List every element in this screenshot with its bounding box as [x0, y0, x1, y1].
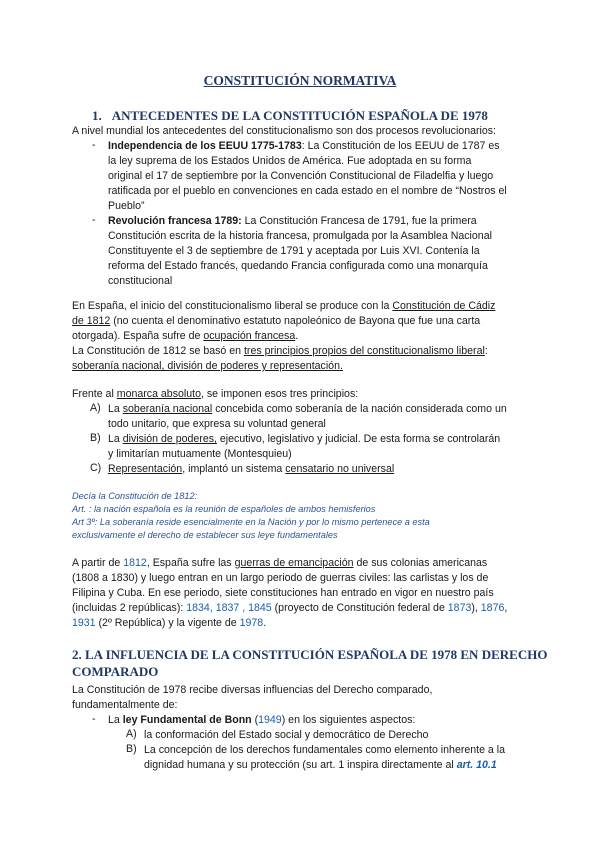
text-span: La — [108, 714, 123, 726]
text-span: dignidad humana y su protección (su art. 1 inspira directamente al — [144, 759, 457, 771]
section-1-heading — [92, 108, 488, 124]
year-link[interactable]: 1834 — [186, 602, 210, 614]
text-span: , — [209, 602, 216, 614]
underlined-term: soberanía nacional — [122, 403, 213, 415]
list-item-eeuu-line: ratificada por el pueblo en convenciones en cada estado en el nombre de “Nostros el — [108, 185, 507, 197]
text-span: A partir de — [72, 557, 124, 569]
list-item-bonn — [108, 713, 415, 728]
bullet-dash: - — [92, 214, 96, 226]
underlined-term: tres principios propios del constitucionalismo liberal — [243, 345, 485, 357]
list-marker: A) — [126, 728, 137, 740]
year-link[interactable]: 1812 — [123, 557, 147, 569]
underlined-term: ocupación francesa — [203, 330, 296, 342]
text-span: , se imponen esos tres principios: — [200, 388, 359, 400]
year-link[interactable]: 1873 — [447, 602, 472, 614]
text-span: ), — [471, 602, 481, 614]
principle-item — [108, 432, 500, 447]
text-span: , — [239, 602, 249, 614]
text-span: La — [108, 403, 123, 415]
section-1-intro: A nivel mundial los antecedentes del constitucionalismo son dos procesos revolucionarios: — [72, 125, 496, 137]
year-link[interactable]: 1949 — [258, 714, 282, 726]
underlined-term: soberanía nacional, división de poderes y representación. — [72, 360, 343, 372]
list-marker: B) — [90, 432, 101, 444]
sub-item: la conformación del Estado social y democrático de Derecho — [144, 729, 429, 741]
underlined-term: de 1812 — [72, 315, 111, 327]
list-item-eeuu-title: Independencia de los EEUU 1775-1783 — [108, 140, 302, 152]
year-link[interactable]: 1837 — [215, 602, 240, 614]
monarca-line — [72, 387, 358, 402]
section-2-heading: 2. LA INFLUENCIA DE LA CONSTITUCIÓN ESPAÑOLA DE 1978 EN DERECHO COMPARADO — [72, 647, 548, 679]
year-link[interactable]: 1876 — [480, 602, 505, 614]
list-item-eeuu-line: original el 17 de septiembre por la Convención Constitucional de Filadelfia y luego — [108, 170, 494, 182]
principle-item — [108, 402, 507, 417]
text-span: : — [484, 345, 488, 357]
underlined-term: guerras de emancipación — [234, 557, 354, 569]
page-title: CONSTITUCIÓN NORMATIVA — [203, 73, 397, 88]
section-2-intro: fundamentalmente de: — [72, 699, 178, 711]
text-span: de sus colonias americanas — [353, 557, 488, 569]
history-line: (1808 a 1830) y luego entran en un largo periodo de guerras civiles: las carlistas y los de — [72, 572, 489, 584]
spain-paragraph-line — [72, 314, 480, 329]
year-link[interactable]: 1978 — [239, 617, 264, 629]
quote-line: Decía la Constitución de 1812: — [72, 491, 198, 501]
text-span: . — [263, 617, 267, 629]
spain-paragraph-line — [72, 299, 495, 314]
history-line — [72, 616, 266, 631]
list-item-eeuu-line: la ley suprema de los Estados Unidos de América. Fue adoptada en su forma — [108, 155, 472, 167]
text-span: , — [504, 602, 508, 614]
sub-item: La concepción de los derechos fundamentales como elemento inherente a la — [144, 744, 506, 756]
text-span: , España sufre las — [146, 557, 235, 569]
bullet-dash: - — [92, 713, 96, 725]
underlined-term: Representación — [108, 463, 183, 475]
section-1-number: 1. — [92, 108, 102, 123]
text-span: ( — [251, 714, 259, 726]
text-span: concebida como soberanía de la nación considerada como un — [212, 403, 507, 415]
list-item-eeuu-text: : La Constitución de los EEUU de 1787 es — [301, 140, 500, 152]
year-link[interactable]: 1931 — [72, 617, 96, 629]
text-span: Frente al — [72, 388, 117, 400]
list-item-francia-line: Constitución escrita de la historia francesa, promulgada por la Asamblea Nacional — [108, 230, 492, 242]
history-line — [72, 601, 507, 616]
list-item-francia-line: constitucional — [108, 275, 173, 287]
bold-term: ley Fundamental de Bonn — [122, 714, 252, 726]
principle-item-line: y limitarían mutuamente (Montesquieu) — [108, 448, 292, 460]
list-item-francia — [108, 214, 477, 229]
text-span: (no cuenta el denominativo estatuto napoleónico de Bayona que fue una carta — [110, 315, 481, 327]
text-span: , implantó un sistema — [182, 463, 286, 475]
article-reference: art. 10.1 — [456, 759, 497, 771]
underlined-term: monarca absoluto — [116, 388, 201, 400]
principle-item — [108, 462, 394, 477]
list-item-francia-line: reforma del Estado francés, quedando Francia configurada como una monarquía — [108, 260, 488, 272]
underlined-term: división de poderes, — [122, 433, 217, 445]
list-marker: B) — [126, 743, 137, 755]
spain-paragraph-line — [72, 329, 298, 344]
underlined-term: Constitución de Cádiz — [392, 300, 496, 312]
year-link[interactable]: 1845 — [248, 602, 272, 614]
bullet-dash: - — [92, 139, 96, 151]
quote-line: Art 3º: La soberanía reside esencialmente en la Nación y por lo mismo pertenece a esta — [72, 517, 430, 527]
list-item-francia-text: La Constitución Francesa de 1791, fue la primera — [241, 215, 477, 227]
text-span: (2º República) y la vigente de — [95, 617, 240, 629]
text-span: En España, el inicio del constitucionalismo liberal se produce con la — [72, 300, 393, 312]
quote-line: exclusivamente el derecho de establecer sus leye fundamentales — [72, 530, 338, 540]
spain-paragraph-line — [72, 359, 343, 374]
text-span: ejecutivo, legislativo y judicial. De esta forma se controlarán — [216, 433, 501, 445]
history-line: Filipina y Cuba. En ese periodo, siete constituciones han entrado en vigor en nuestro país — [72, 587, 494, 599]
section-1-title: ANTECEDENTES DE LA CONSTITUCIÓN ESPAÑOLA DE 1978 — [111, 108, 488, 123]
list-marker: A) — [90, 402, 101, 414]
principle-item-line: todo unitario, que expresa su voluntad general — [108, 418, 326, 430]
list-item-eeuu — [108, 139, 500, 154]
text-span: La — [108, 433, 123, 445]
text-span: . — [295, 330, 299, 342]
text-span: La Constitución de 1812 se basó en — [72, 345, 244, 357]
history-line — [72, 556, 487, 571]
text-span: ) en los siguientes aspectos: — [281, 714, 416, 726]
list-item-francia-title: Revolución francesa 1789: — [108, 215, 242, 227]
spain-paragraph-line — [72, 344, 488, 359]
text-span: otorgada). España sufre de — [72, 330, 204, 342]
quote-line: Art. : la nación española es la reunión de españoles de ambos hemisferios — [72, 504, 376, 514]
list-item-eeuu-line: Pueblo” — [108, 200, 145, 212]
sub-item-line — [144, 758, 497, 773]
list-marker: C) — [90, 462, 102, 474]
text-span: (incluidas 2 repúblicas): — [72, 602, 187, 614]
section-2-intro: La Constitución de 1978 recibe diversas influencias del Derecho comparado, — [72, 684, 433, 696]
text-span: (proyecto de Constitución federal de — [271, 602, 448, 614]
underlined-term: censatario no universal — [285, 463, 395, 475]
list-item-francia-line: Constituyente el 3 de septiembre de 1791 y aceptada por Luis XVI. Contenía la — [108, 245, 480, 257]
